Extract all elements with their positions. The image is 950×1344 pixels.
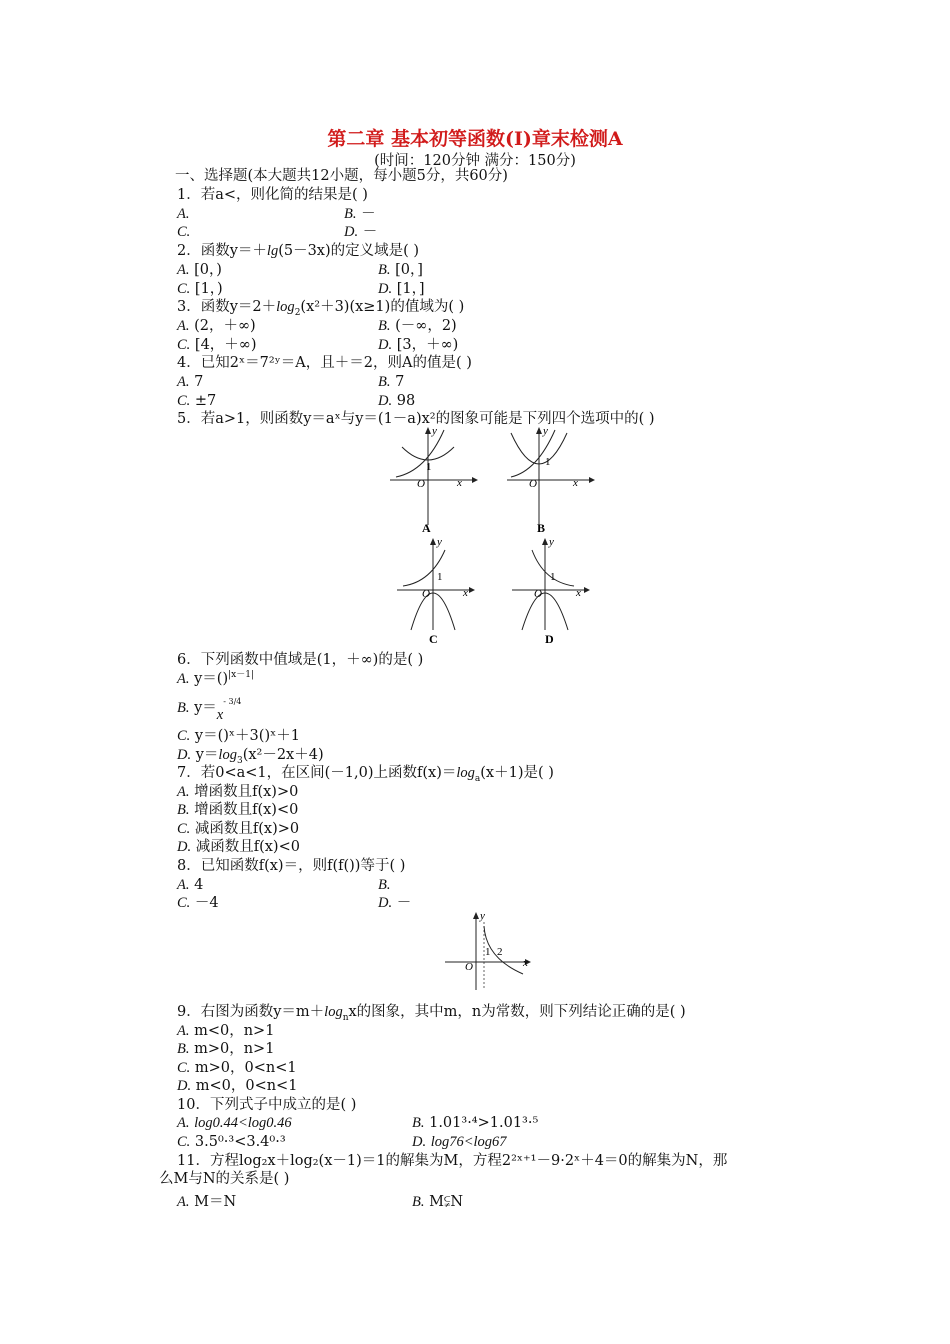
graph-a-one-label: 1 <box>426 461 432 473</box>
q9-option-c: C. m>0，0<n<1 <box>177 1060 297 1076</box>
q3-option-d: D. [3，＋∞) <box>378 337 459 353</box>
q11-stem-line2: 么M与N的关系是( ) <box>159 1171 290 1187</box>
q1-stem: 1．若a<，则化简的结果是( ) <box>177 187 368 203</box>
q11-stem-line1: 11．方程log₂x＋log₂(x－1)＝1的解集为M，方程2²ˣ⁺¹－9·2ˣ＋4＝0的解集为N，那 <box>177 1153 728 1169</box>
graph-d-x-label: x <box>576 587 581 599</box>
graph-b <box>507 425 597 535</box>
q4-option-a: A. 7 <box>177 374 204 390</box>
graph-d-origin-label: O <box>534 588 542 600</box>
q9-graph <box>445 910 540 992</box>
q9-graph-tick-2: 2 <box>497 946 503 958</box>
q8-option-a: A. 4 <box>177 877 204 893</box>
q8-option-c: C. －4 <box>177 895 219 911</box>
q7-option-c: C. 减函数且f(x)>0 <box>177 821 300 837</box>
graph-d <box>512 536 602 646</box>
graph-a-origin-label: O <box>417 478 425 490</box>
graph-a-y-label: y <box>432 425 437 437</box>
graph-b-origin-label: O <box>529 478 537 490</box>
q2-option-a: A. [0，) <box>177 262 222 278</box>
q3-option-b: B. (－∞，2) <box>378 318 457 334</box>
q1-option-b: B. － <box>344 206 376 222</box>
q4-option-d: D. 98 <box>378 393 416 409</box>
q7-stem: 7．若0<a<1，在区间(－1,0)上函数$f(x)=\log_a(x+1)$是( ) <box>177 765 554 784</box>
graph-c-one-label: 1 <box>437 571 443 583</box>
q2-stem: 2．函数y＝＋lg(5－3x)的定义域是( ) <box>177 243 420 259</box>
q7-option-a: A. 增函数且f(x)>0 <box>177 784 299 800</box>
q6-option-b: B. $y=x^{- 3/4}$ <box>177 697 242 723</box>
q10-option-c: C. 3.5⁰·³<3.4⁰·³ <box>177 1134 286 1150</box>
graph-c-origin-label: O <box>422 588 430 600</box>
graph-a-caption: A <box>422 521 431 535</box>
q6-option-c: C. y＝()ˣ＋3()ˣ＋1 <box>177 728 300 744</box>
q9-option-a: A. m<0，n>1 <box>177 1023 275 1039</box>
q11-option-a: A. M＝N <box>177 1194 237 1210</box>
q10-option-d: D. log76<log67 <box>412 1134 507 1150</box>
graph-a-x-label: x <box>457 477 462 489</box>
q2-option-b: B. [0，] <box>378 262 423 278</box>
q9-option-d: D. m<0，0<n<1 <box>177 1078 298 1094</box>
q11-option-b: B. M⫋N <box>412 1194 464 1210</box>
q3-stem: 3．函数$y=2+\log_2(x^2+3)(x\ge 1)$的值域为( ) <box>177 299 465 318</box>
document-subtitle: (时间：120分钟 满分：150分) <box>374 153 576 169</box>
q3-option-c: C. [4，＋∞) <box>177 337 257 353</box>
q6-option-d: D. $y=\log_3(x^2-2x+4)$ <box>177 747 324 766</box>
graph-c <box>397 536 487 646</box>
graph-b-y-label: y <box>543 425 548 437</box>
q10-stem: 10．下列式子中成立的是( ) <box>177 1097 357 1113</box>
q8-stem: 8．已知函数f(x)＝，则f(f())等于( ) <box>177 858 406 874</box>
q8-option-d: D. － <box>378 895 412 911</box>
q9-option-b: B. m>0，n>1 <box>177 1041 275 1057</box>
q7-option-d: D. 减函数且f(x)<0 <box>177 839 300 855</box>
q1-option-a: A. <box>177 206 190 222</box>
graph-a <box>390 425 480 535</box>
q9-stem: 9．右图为函数$y=m+\log_nx$的图象，其中m，n为常数，则下列结论正确的是( ) <box>177 1004 686 1023</box>
q3-option-a: A. (2，＋∞) <box>177 318 256 334</box>
q4-stem: 4．已知2ˣ＝7²ʸ＝A，且＋＝2，则A的值是( ) <box>177 355 472 371</box>
q2-option-c: C. [1，) <box>177 281 223 297</box>
q4-option-c: C. ±7 <box>177 393 217 409</box>
q10-option-a: A. log0.44<log0.46 <box>177 1115 292 1131</box>
graph-c-x-label: x <box>463 587 468 599</box>
q2-option-d: D. [1，] <box>378 281 425 297</box>
q9-graph-y-label: y <box>480 910 485 922</box>
q6-option-a: A. y＝()$^{|x-1|}$ <box>177 670 254 687</box>
graph-d-one-label: 1 <box>550 571 556 583</box>
graph-b-one-label: 1 <box>545 456 551 468</box>
q10-option-b: B. 1.01³·⁴>1.01³·⁵ <box>412 1115 539 1131</box>
q4-option-b: B. 7 <box>378 374 405 390</box>
graph-d-y-label: y <box>549 536 554 548</box>
q8-option-b: B. <box>378 877 391 893</box>
document-title: 第二章 基本初等函数(I)章末检测A <box>327 128 623 150</box>
graph-b-caption: B <box>537 521 546 535</box>
graph-b-x-label: x <box>573 477 578 489</box>
q5-stem: 5．若a>1，则函数y＝aˣ与y＝(1－a)x²的图象可能是下列四个选项中的( ) <box>177 411 655 427</box>
graph-c-y-label: y <box>437 536 442 548</box>
q9-graph-x-label: x <box>523 957 528 969</box>
q1-option-d: D. － <box>344 224 378 240</box>
q1-option-c: C. <box>177 224 191 240</box>
q6-stem: 6．下列函数中值域是(1，＋∞)的是( ) <box>177 652 424 668</box>
graph-c-caption: C <box>429 632 438 646</box>
graph-d-caption: D <box>545 632 554 646</box>
q7-option-b: B. 增函数且f(x)<0 <box>177 802 299 818</box>
section-heading: 一、选择题(本大题共12小题，每小题5分，共60分) <box>175 168 508 184</box>
q9-graph-tick-1: 1 <box>485 946 491 958</box>
q9-graph-origin-label: O <box>465 961 473 973</box>
